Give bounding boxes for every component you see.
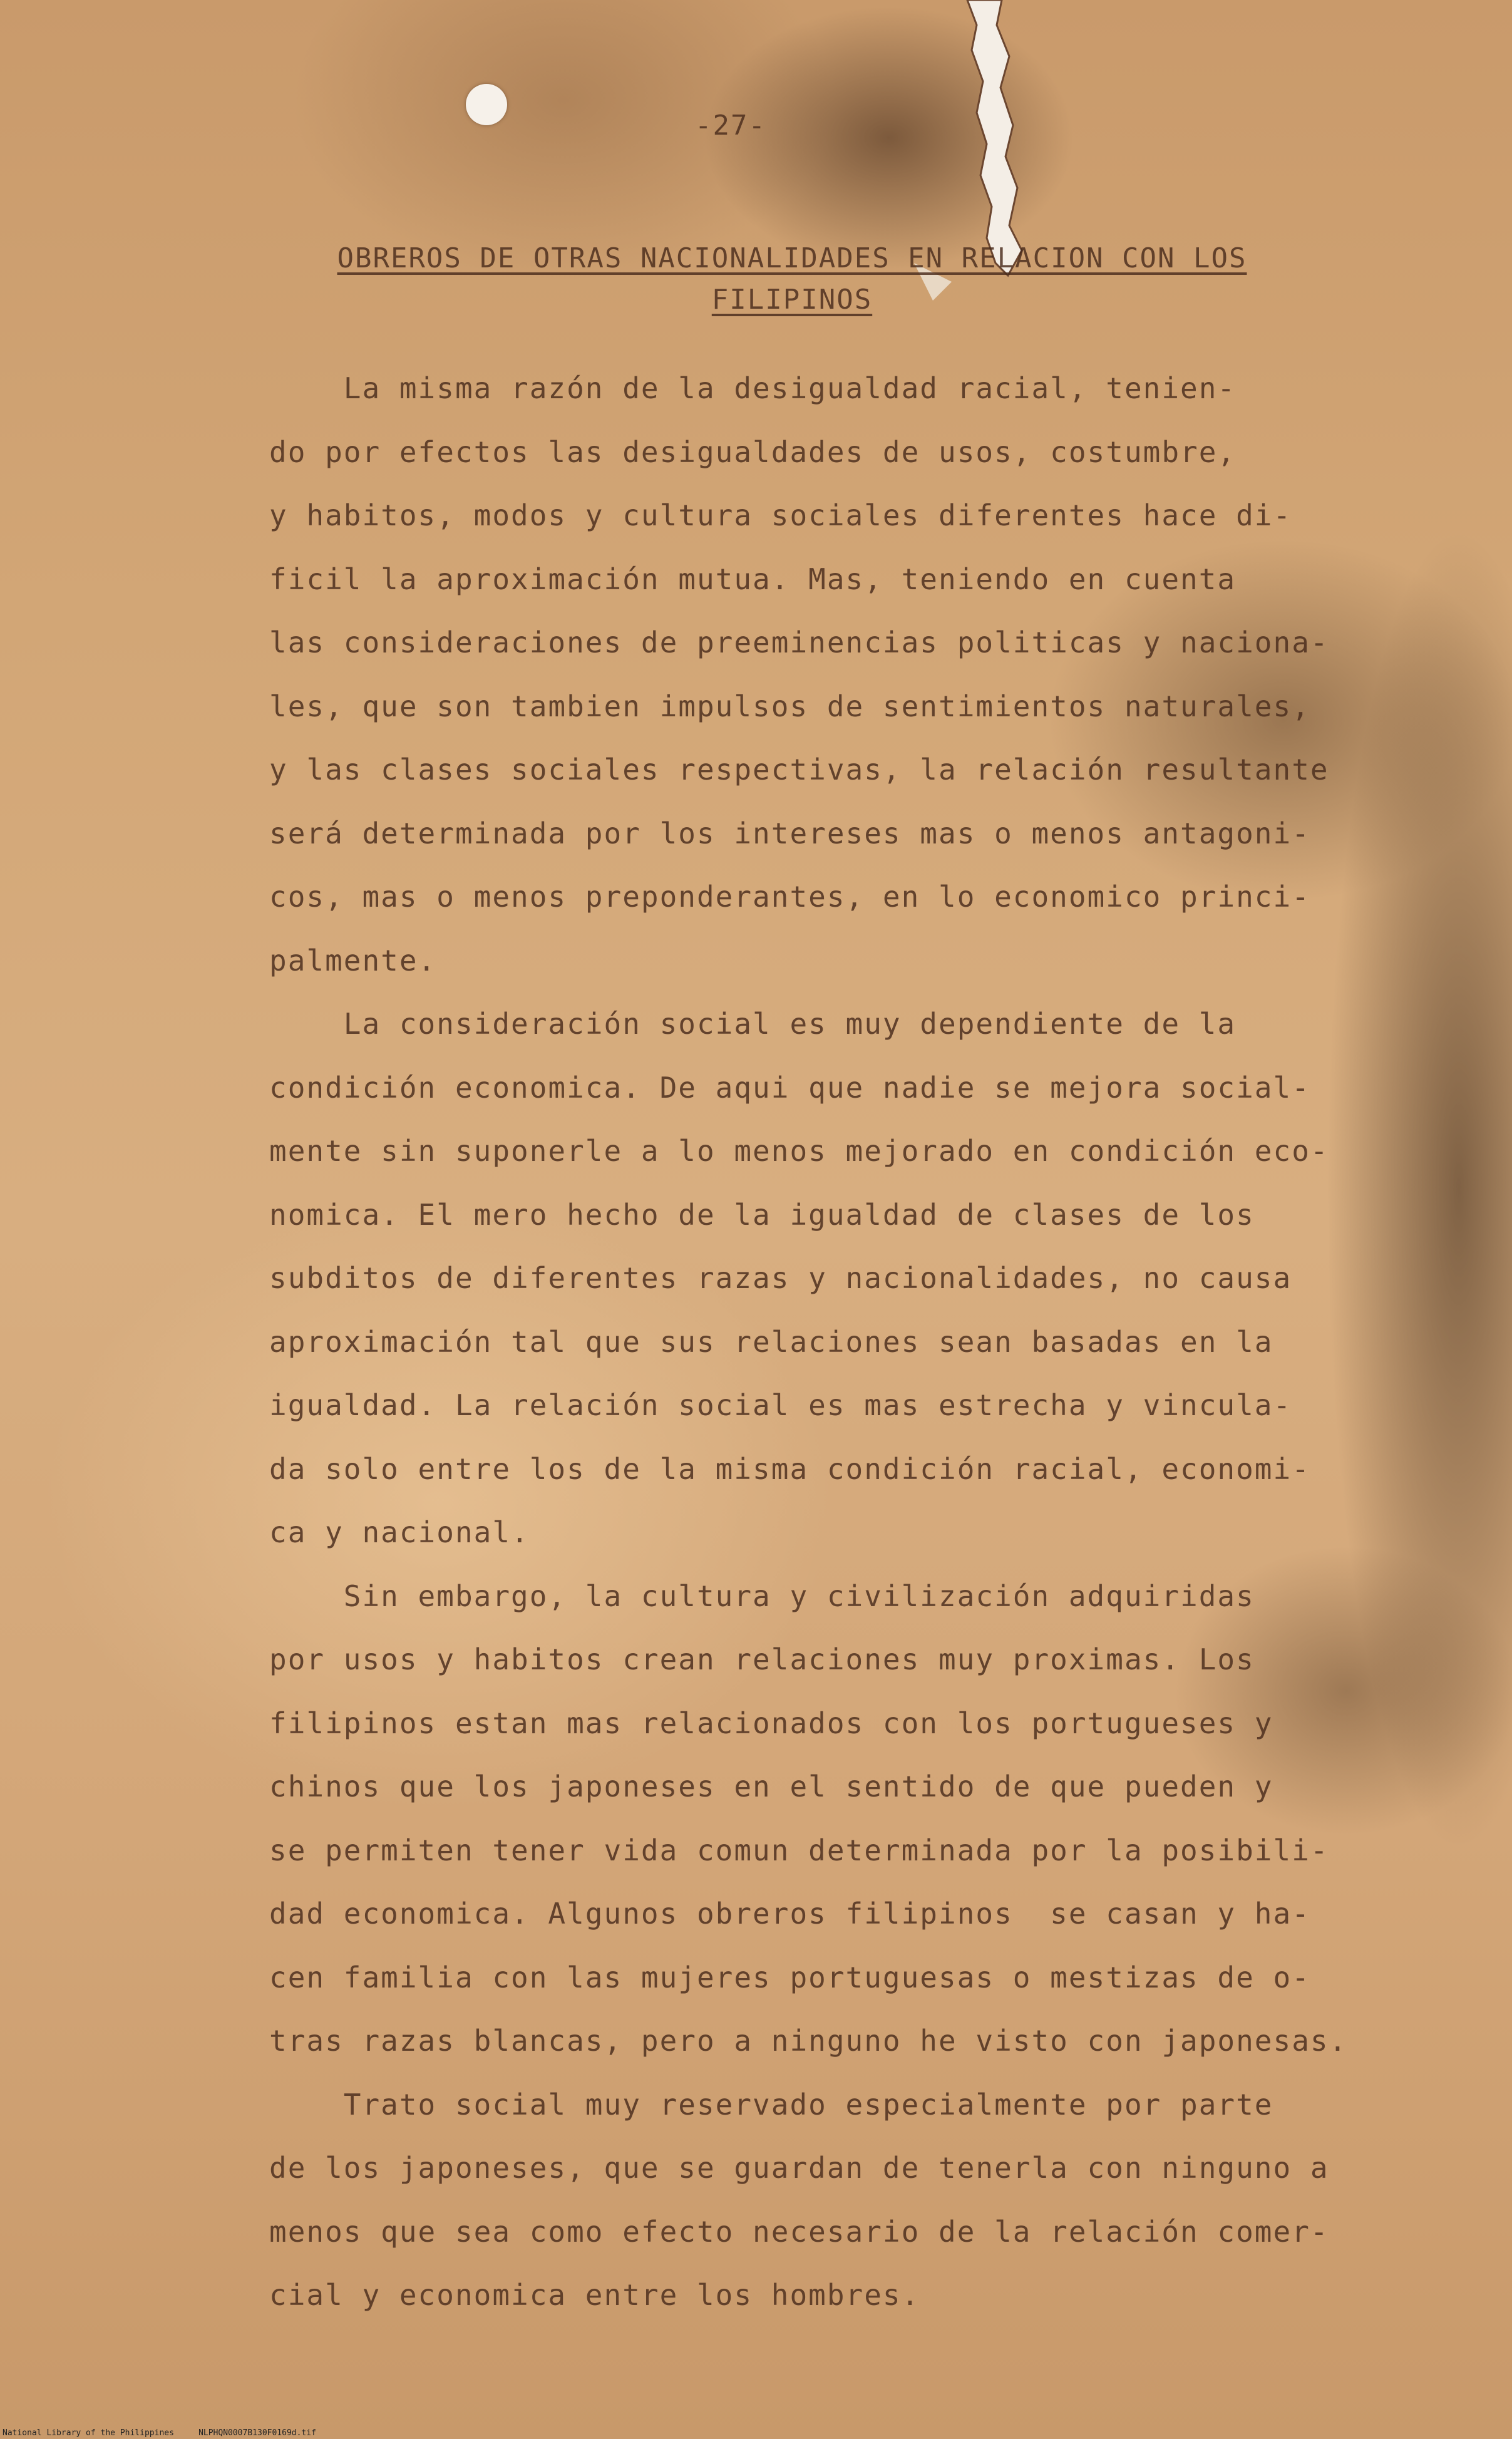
text-line: aproximación tal que sus relaciones sean basadas en la: [269, 1324, 1273, 1359]
text-line: tras razas blancas, pero a ninguno he visto con japonesas.: [269, 2024, 1348, 2058]
text-line: La misma razón de la desigualdad racial, tenien-: [269, 371, 1237, 405]
text-line: filipinos estan mas relacionados con los portugueses y: [269, 1706, 1273, 1740]
text-line: Trato social muy reservado especialmente por parte: [269, 2087, 1273, 2122]
text-line: les, que son tambien impulsos de sentimientos naturales,: [269, 689, 1310, 723]
text-line: de los japoneses, que se guardan de tenerla con ninguno a: [269, 2151, 1329, 2185]
text-line: nomica. El mero hecho de la igualdad de clases de los: [269, 1197, 1255, 1232]
text-line: cos, mas o menos preponderantes, en lo economico princi-: [269, 880, 1310, 914]
text-line: da solo entre los de la misma condición racial, economi-: [269, 1452, 1310, 1486]
text-line: La consideración social es muy dependiente de la: [269, 1007, 1237, 1041]
body-text: [269, 357, 1346, 2328]
text-line: y las clases sociales respectivas, la relación resultante: [269, 753, 1329, 786]
text-line: condición economica. De aqui que nadie se mejora social-: [269, 1070, 1310, 1105]
punch-hole: [466, 84, 507, 125]
text-line: cen familia con las mujeres portuguesas o mestizas de o-: [269, 1960, 1310, 1994]
text-line: Sin embargo, la cultura y civilización adquiridas: [269, 1579, 1255, 1613]
text-line: y habitos, modos y cultura sociales diferentes hace di-: [269, 498, 1292, 532]
text-line: menos que sea como efecto necesario de la relación comer-: [269, 2214, 1329, 2249]
text-line: dad economica. Algunos obreros filipinos se casan y ha-: [269, 1897, 1310, 1931]
text-line: las consideraciones de preeminencias politicas y naciona-: [269, 626, 1329, 659]
text-line: mente sin suponerle a lo menos mejorado en condición eco-: [269, 1134, 1329, 1168]
text-line: subditos de diferentes razas y nacionalidades, no causa: [269, 1261, 1292, 1295]
text-line: se permiten tener vida comun determinada por la posibili-: [269, 1833, 1329, 1867]
page-number: -27-: [695, 110, 766, 142]
text-line: igualdad. La relación social es mas estrecha y vincula-: [269, 1388, 1292, 1422]
text-line: do por efectos las desigualdades de usos, costumbre,: [269, 435, 1237, 469]
text-line: chinos que los japoneses en el sentido de que pueden y: [269, 1770, 1273, 1803]
text-line: por usos y habitos crean relaciones muy proximas. Los: [269, 1642, 1255, 1676]
text-line: cial y economica entre los hombres.: [269, 2278, 920, 2312]
text-line: será determinada por los intereses mas o menos antagoni-: [269, 816, 1310, 850]
text-line: ca y nacional.: [269, 1515, 530, 1549]
archive-caption: National Library of the Philippines NLPHQN0007B130F0169d.tif: [3, 2428, 316, 2438]
text-line: palmente.: [269, 943, 437, 977]
text-line: ficil la aproximación mutua. Mas, teniendo en cuenta: [269, 562, 1237, 596]
section-title: OBREROS DE OTRAS NACIONALIDADES EN RELACION CON LOS FILIPINOS: [337, 242, 1247, 316]
